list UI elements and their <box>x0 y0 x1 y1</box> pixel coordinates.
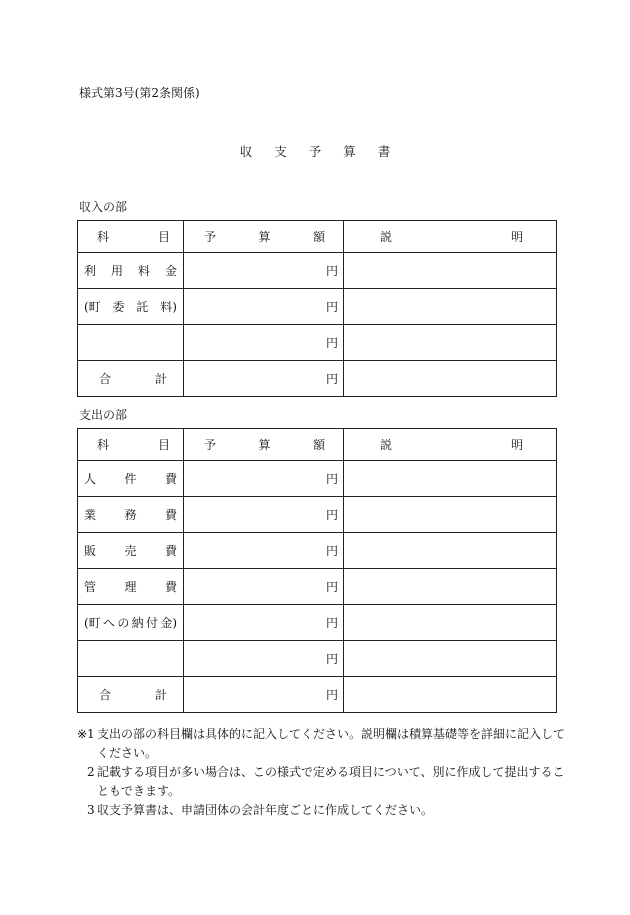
spread-text <box>84 265 177 277</box>
char: 託 <box>136 299 149 314</box>
explanation-cell[interactable] <box>344 461 557 497</box>
char: 目 <box>157 437 170 452</box>
spread-text <box>84 301 177 313</box>
amount-cell[interactable] <box>184 677 344 713</box>
item-cell <box>78 461 184 497</box>
explanation-cell[interactable] <box>344 533 557 569</box>
yen-unit: 円 <box>325 371 338 386</box>
item-cell <box>78 677 184 713</box>
explanation-cell[interactable] <box>344 569 557 605</box>
explanation-cell[interactable] <box>344 253 557 289</box>
explanation-cell[interactable] <box>344 605 557 641</box>
amount-cell[interactable] <box>184 497 344 533</box>
char: 費 <box>164 579 177 594</box>
note-item <box>77 763 567 801</box>
char: 説 <box>380 229 393 244</box>
table-header-row <box>78 429 557 461</box>
spread-text <box>84 231 177 243</box>
total-row <box>78 361 557 397</box>
note-text: 記載する項目が多い場合は、この様式で定める項目について、別に作成して提出することもできます。 <box>97 765 565 798</box>
header-amount <box>184 221 344 253</box>
spread-text <box>84 439 177 451</box>
header-item <box>78 429 184 461</box>
table-row <box>78 533 557 569</box>
amount-cell[interactable] <box>184 325 344 361</box>
note-mark: ※1 <box>77 727 95 741</box>
spread-text <box>84 545 177 557</box>
char: 明 <box>510 229 523 244</box>
income-section-title: 収入の部 <box>79 200 128 214</box>
spread-text <box>84 653 177 665</box>
table-header-row <box>78 221 557 253</box>
amount-cell[interactable] <box>184 569 344 605</box>
spread-text <box>84 337 177 349</box>
table-row <box>78 253 557 289</box>
explanation-cell[interactable] <box>344 641 557 677</box>
item-cell <box>78 289 184 325</box>
header-item <box>78 221 184 253</box>
amount-cell[interactable] <box>184 289 344 325</box>
table-row <box>78 289 557 325</box>
char: 料 <box>137 263 150 278</box>
char: 人 <box>84 471 97 486</box>
char: 予 <box>204 437 217 452</box>
spread-text <box>380 439 523 451</box>
spread-text <box>84 581 177 593</box>
char: 金 <box>164 263 177 278</box>
note-text: 収支予算書は、申請団体の会計年度ごとに作成してください。 <box>97 803 434 817</box>
char: 算 <box>258 229 271 244</box>
char: の <box>117 615 130 630</box>
item-cell <box>78 361 184 397</box>
item-cell <box>78 533 184 569</box>
char: 費 <box>164 507 177 522</box>
char: 納 <box>131 615 144 630</box>
amount-cell[interactable] <box>184 253 344 289</box>
item-cell <box>78 569 184 605</box>
spread-text <box>204 231 325 243</box>
spread-text <box>84 689 177 701</box>
yen-unit: 円 <box>325 615 338 630</box>
char: 販 <box>84 543 97 558</box>
char: 合 <box>99 371 112 386</box>
char: 件 <box>124 471 137 486</box>
item-cell <box>78 605 184 641</box>
table-row <box>78 605 557 641</box>
explanation-cell[interactable] <box>344 289 557 325</box>
yen-unit: 円 <box>325 651 338 666</box>
yen-unit: 円 <box>325 471 338 486</box>
char: 料) <box>160 299 177 314</box>
yen-unit: 円 <box>325 507 338 522</box>
explanation-cell[interactable] <box>344 325 557 361</box>
yen-unit: 円 <box>325 263 338 278</box>
explanation-cell[interactable] <box>344 677 557 713</box>
char: (町 <box>84 299 101 314</box>
char: 付 <box>145 615 158 630</box>
char: 委 <box>112 299 125 314</box>
expense-section-title: 支出の部 <box>79 408 128 422</box>
char: 予 <box>204 229 217 244</box>
spread-text <box>84 473 177 485</box>
spread-text <box>380 231 523 243</box>
income-table <box>77 220 557 397</box>
amount-cell[interactable] <box>184 605 344 641</box>
note-item <box>77 801 567 820</box>
spread-text <box>204 439 325 451</box>
yen-unit: 円 <box>325 335 338 350</box>
item-cell <box>78 253 184 289</box>
note-mark: 3 <box>87 803 95 817</box>
char: 説 <box>380 437 393 452</box>
spread-text <box>84 509 177 521</box>
char: 務 <box>124 507 137 522</box>
explanation-cell[interactable] <box>344 497 557 533</box>
amount-cell[interactable] <box>184 361 344 397</box>
item-cell <box>78 497 184 533</box>
char: (町 <box>84 615 101 630</box>
explanation-cell[interactable] <box>344 361 557 397</box>
notes <box>77 725 567 820</box>
char: 管 <box>84 579 97 594</box>
char: 明 <box>510 437 523 452</box>
note-mark: 2 <box>87 765 95 779</box>
yen-unit: 円 <box>325 687 338 702</box>
yen-unit: 円 <box>325 579 338 594</box>
char: 合 <box>99 687 112 702</box>
char: 売 <box>124 543 137 558</box>
note-item <box>77 725 567 763</box>
char: 業 <box>84 507 97 522</box>
char: 計 <box>154 371 167 386</box>
char: へ <box>103 615 116 630</box>
note-text: 支出の部の科目欄は具体的に記入してください。説明欄は積算基礎等を詳細に記入してください。 <box>97 727 566 760</box>
char: 科 <box>97 229 110 244</box>
spread-text <box>84 373 177 385</box>
yen-unit: 円 <box>325 543 338 558</box>
char: 利 <box>84 263 97 278</box>
char: 科 <box>97 437 110 452</box>
document-title: 収支予算書 <box>239 144 413 159</box>
item-cell <box>78 325 184 361</box>
table-row <box>78 641 557 677</box>
header-amount <box>184 429 344 461</box>
yen-unit: 円 <box>325 299 338 314</box>
amount-cell[interactable] <box>184 533 344 569</box>
char: 金) <box>160 615 177 630</box>
char: 目 <box>157 229 170 244</box>
char: 費 <box>164 543 177 558</box>
header-explanation <box>344 221 557 253</box>
char: 額 <box>312 229 325 244</box>
form-number: 様式第3号(第2条関係) <box>79 86 200 100</box>
total-row <box>78 677 557 713</box>
header-explanation <box>344 429 557 461</box>
char: 費 <box>164 471 177 486</box>
table-row <box>78 569 557 605</box>
char: 額 <box>312 437 325 452</box>
table-row <box>78 497 557 533</box>
spread-text <box>84 617 177 629</box>
item-cell <box>78 641 184 677</box>
char: 算 <box>258 437 271 452</box>
char: 計 <box>154 687 167 702</box>
table-row <box>78 325 557 361</box>
char: 用 <box>110 263 123 278</box>
amount-cell[interactable] <box>184 461 344 497</box>
expense-table <box>77 428 557 713</box>
char: 理 <box>124 579 137 594</box>
amount-cell[interactable] <box>184 641 344 677</box>
table-row <box>78 461 557 497</box>
